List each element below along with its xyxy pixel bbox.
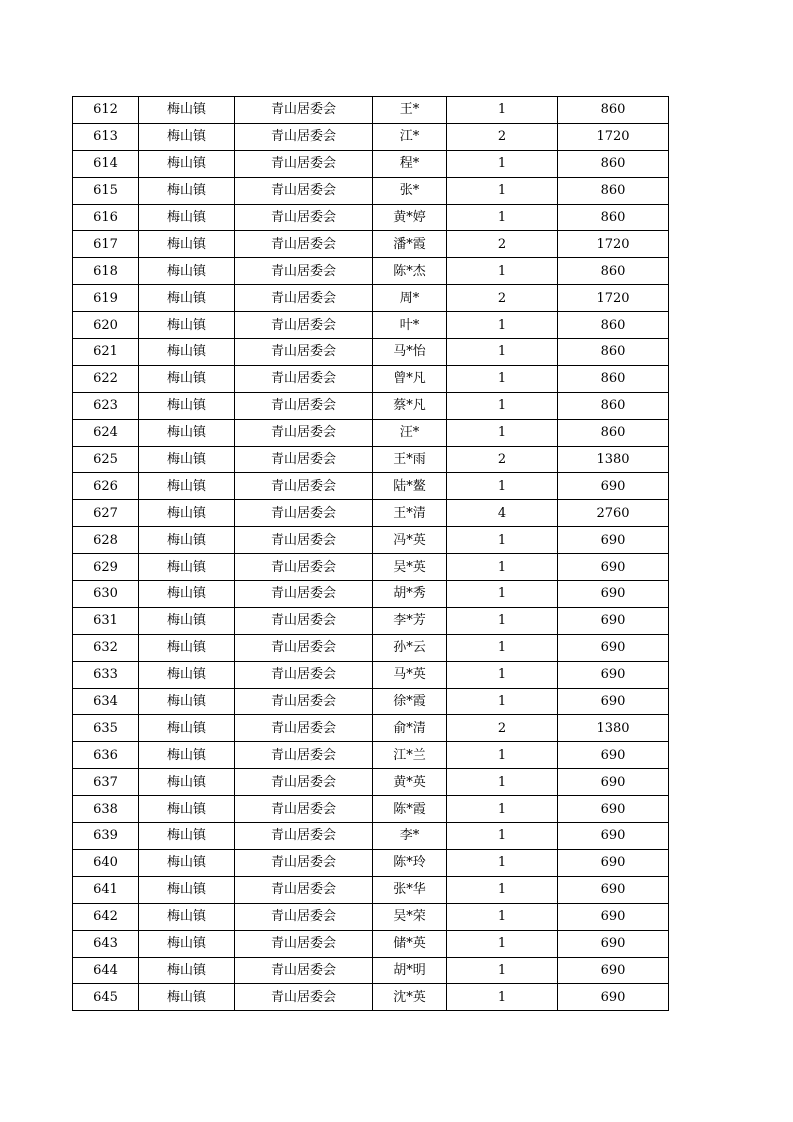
table-row: [73, 823, 669, 850]
table-row: [73, 715, 669, 742]
table-row: [73, 984, 669, 1011]
count-cell: 1: [447, 796, 558, 823]
amount-cell: 690: [558, 823, 669, 850]
serial-number-cell: 613: [73, 123, 139, 150]
table-row: [73, 527, 669, 554]
serial-number-cell: 624: [73, 419, 139, 446]
amount-cell: 690: [558, 849, 669, 876]
count-cell: 1: [447, 177, 558, 204]
amount-cell: 1380: [558, 446, 669, 473]
community-cell: 青山居委会: [235, 500, 373, 527]
table-row: [73, 150, 669, 177]
town-cell: 梅山镇: [139, 903, 235, 930]
count-cell: 1: [447, 957, 558, 984]
town-cell: 梅山镇: [139, 258, 235, 285]
name-cell: 李*芳: [373, 607, 447, 634]
table-row: [73, 849, 669, 876]
table-row: [73, 365, 669, 392]
name-cell: 陈*杰: [373, 258, 447, 285]
community-cell: 青山居委会: [235, 984, 373, 1011]
town-cell: 梅山镇: [139, 581, 235, 608]
town-cell: 梅山镇: [139, 150, 235, 177]
amount-cell: 860: [558, 150, 669, 177]
community-cell: 青山居委会: [235, 742, 373, 769]
serial-number-cell: 643: [73, 930, 139, 957]
name-cell: 陆*鳌: [373, 473, 447, 500]
amount-cell: 860: [558, 392, 669, 419]
amount-cell: 690: [558, 957, 669, 984]
serial-number-cell: 633: [73, 661, 139, 688]
town-cell: 梅山镇: [139, 500, 235, 527]
serial-number-cell: 641: [73, 876, 139, 903]
serial-number-cell: 637: [73, 769, 139, 796]
table-row: [73, 903, 669, 930]
community-cell: 青山居委会: [235, 876, 373, 903]
roster-body: [73, 97, 669, 1011]
name-cell: 江*兰: [373, 742, 447, 769]
town-cell: 梅山镇: [139, 339, 235, 366]
serial-number-cell: 639: [73, 823, 139, 850]
name-cell: 胡*明: [373, 957, 447, 984]
town-cell: 梅山镇: [139, 823, 235, 850]
town-cell: 梅山镇: [139, 984, 235, 1011]
count-cell: 1: [447, 688, 558, 715]
amount-cell: 690: [558, 742, 669, 769]
table-row: [73, 473, 669, 500]
amount-cell: 860: [558, 339, 669, 366]
name-cell: 黄*英: [373, 769, 447, 796]
town-cell: 梅山镇: [139, 688, 235, 715]
name-cell: 陈*霞: [373, 796, 447, 823]
community-cell: 青山居委会: [235, 177, 373, 204]
amount-cell: 860: [558, 419, 669, 446]
count-cell: 1: [447, 97, 558, 124]
count-cell: 1: [447, 876, 558, 903]
community-cell: 青山居委会: [235, 365, 373, 392]
serial-number-cell: 635: [73, 715, 139, 742]
town-cell: 梅山镇: [139, 527, 235, 554]
town-cell: 梅山镇: [139, 715, 235, 742]
serial-number-cell: 645: [73, 984, 139, 1011]
name-cell: 沈*英: [373, 984, 447, 1011]
count-cell: 2: [447, 285, 558, 312]
town-cell: 梅山镇: [139, 796, 235, 823]
name-cell: 汪*: [373, 419, 447, 446]
community-cell: 青山居委会: [235, 661, 373, 688]
serial-number-cell: 644: [73, 957, 139, 984]
community-cell: 青山居委会: [235, 930, 373, 957]
serial-number-cell: 615: [73, 177, 139, 204]
count-cell: 1: [447, 339, 558, 366]
name-cell: 王*: [373, 97, 447, 124]
count-cell: 1: [447, 392, 558, 419]
table-row: [73, 930, 669, 957]
count-cell: 1: [447, 903, 558, 930]
name-cell: 马*英: [373, 661, 447, 688]
amount-cell: 1720: [558, 285, 669, 312]
name-cell: 李*: [373, 823, 447, 850]
name-cell: 周*: [373, 285, 447, 312]
count-cell: 1: [447, 527, 558, 554]
town-cell: 梅山镇: [139, 365, 235, 392]
count-cell: 1: [447, 742, 558, 769]
name-cell: 王*清: [373, 500, 447, 527]
amount-cell: 690: [558, 769, 669, 796]
count-cell: 1: [447, 419, 558, 446]
serial-number-cell: 616: [73, 204, 139, 231]
table-row: [73, 957, 669, 984]
name-cell: 潘*霞: [373, 231, 447, 258]
count-cell: 4: [447, 500, 558, 527]
name-cell: 江*: [373, 123, 447, 150]
amount-cell: 690: [558, 688, 669, 715]
town-cell: 梅山镇: [139, 97, 235, 124]
name-cell: 张*华: [373, 876, 447, 903]
community-cell: 青山居委会: [235, 419, 373, 446]
community-cell: 青山居委会: [235, 258, 373, 285]
community-cell: 青山居委会: [235, 123, 373, 150]
town-cell: 梅山镇: [139, 285, 235, 312]
count-cell: 1: [447, 607, 558, 634]
town-cell: 梅山镇: [139, 849, 235, 876]
amount-cell: 860: [558, 177, 669, 204]
amount-cell: 690: [558, 661, 669, 688]
serial-number-cell: 626: [73, 473, 139, 500]
community-cell: 青山居委会: [235, 97, 373, 124]
name-cell: 孙*云: [373, 634, 447, 661]
serial-number-cell: 625: [73, 446, 139, 473]
amount-cell: 1380: [558, 715, 669, 742]
count-cell: 1: [447, 930, 558, 957]
table-row: [73, 634, 669, 661]
count-cell: 1: [447, 849, 558, 876]
table-row: [73, 231, 669, 258]
amount-cell: 690: [558, 607, 669, 634]
count-cell: 1: [447, 984, 558, 1011]
serial-number-cell: 640: [73, 849, 139, 876]
serial-number-cell: 623: [73, 392, 139, 419]
amount-cell: 860: [558, 204, 669, 231]
roster-table: [72, 96, 669, 1011]
town-cell: 梅山镇: [139, 419, 235, 446]
amount-cell: 860: [558, 312, 669, 339]
table-row: [73, 177, 669, 204]
table-row: [73, 339, 669, 366]
amount-cell: 690: [558, 903, 669, 930]
table-row: [73, 500, 669, 527]
table-row: [73, 769, 669, 796]
name-cell: 吴*英: [373, 554, 447, 581]
serial-number-cell: 620: [73, 312, 139, 339]
count-cell: 1: [447, 258, 558, 285]
town-cell: 梅山镇: [139, 123, 235, 150]
amount-cell: 860: [558, 365, 669, 392]
name-cell: 王*雨: [373, 446, 447, 473]
count-cell: 1: [447, 634, 558, 661]
amount-cell: 690: [558, 473, 669, 500]
table-row: [73, 742, 669, 769]
town-cell: 梅山镇: [139, 446, 235, 473]
town-cell: 梅山镇: [139, 177, 235, 204]
community-cell: 青山居委会: [235, 285, 373, 312]
count-cell: 1: [447, 769, 558, 796]
table-row: [73, 876, 669, 903]
amount-cell: 690: [558, 634, 669, 661]
community-cell: 青山居委会: [235, 957, 373, 984]
community-cell: 青山居委会: [235, 339, 373, 366]
town-cell: 梅山镇: [139, 634, 235, 661]
community-cell: 青山居委会: [235, 446, 373, 473]
count-cell: 2: [447, 446, 558, 473]
community-cell: 青山居委会: [235, 231, 373, 258]
community-cell: 青山居委会: [235, 903, 373, 930]
community-cell: 青山居委会: [235, 581, 373, 608]
town-cell: 梅山镇: [139, 742, 235, 769]
name-cell: 张*: [373, 177, 447, 204]
count-cell: 1: [447, 365, 558, 392]
town-cell: 梅山镇: [139, 204, 235, 231]
community-cell: 青山居委会: [235, 473, 373, 500]
table-row: [73, 419, 669, 446]
table-row: [73, 796, 669, 823]
serial-number-cell: 628: [73, 527, 139, 554]
community-cell: 青山居委会: [235, 554, 373, 581]
name-cell: 蔡*凡: [373, 392, 447, 419]
serial-number-cell: 636: [73, 742, 139, 769]
count-cell: 1: [447, 823, 558, 850]
name-cell: 陈*玲: [373, 849, 447, 876]
community-cell: 青山居委会: [235, 849, 373, 876]
serial-number-cell: 629: [73, 554, 139, 581]
community-cell: 青山居委会: [235, 688, 373, 715]
table-row: [73, 312, 669, 339]
serial-number-cell: 619: [73, 285, 139, 312]
community-cell: 青山居委会: [235, 312, 373, 339]
town-cell: 梅山镇: [139, 312, 235, 339]
name-cell: 马*怡: [373, 339, 447, 366]
count-cell: 1: [447, 150, 558, 177]
town-cell: 梅山镇: [139, 876, 235, 903]
amount-cell: 1720: [558, 123, 669, 150]
count-cell: 1: [447, 554, 558, 581]
name-cell: 吴*荣: [373, 903, 447, 930]
name-cell: 储*英: [373, 930, 447, 957]
community-cell: 青山居委会: [235, 715, 373, 742]
town-cell: 梅山镇: [139, 231, 235, 258]
table-row: [73, 204, 669, 231]
count-cell: 2: [447, 231, 558, 258]
amount-cell: 860: [558, 258, 669, 285]
serial-number-cell: 614: [73, 150, 139, 177]
serial-number-cell: 618: [73, 258, 139, 285]
name-cell: 冯*英: [373, 527, 447, 554]
table-row: [73, 97, 669, 124]
community-cell: 青山居委会: [235, 634, 373, 661]
name-cell: 曾*凡: [373, 365, 447, 392]
community-cell: 青山居委会: [235, 392, 373, 419]
town-cell: 梅山镇: [139, 930, 235, 957]
town-cell: 梅山镇: [139, 769, 235, 796]
count-cell: 1: [447, 661, 558, 688]
name-cell: 俞*清: [373, 715, 447, 742]
serial-number-cell: 612: [73, 97, 139, 124]
town-cell: 梅山镇: [139, 957, 235, 984]
community-cell: 青山居委会: [235, 796, 373, 823]
serial-number-cell: 642: [73, 903, 139, 930]
amount-cell: 690: [558, 984, 669, 1011]
town-cell: 梅山镇: [139, 661, 235, 688]
count-cell: 2: [447, 123, 558, 150]
count-cell: 1: [447, 312, 558, 339]
serial-number-cell: 638: [73, 796, 139, 823]
community-cell: 青山居委会: [235, 769, 373, 796]
amount-cell: 690: [558, 527, 669, 554]
town-cell: 梅山镇: [139, 392, 235, 419]
serial-number-cell: 631: [73, 607, 139, 634]
table-row: [73, 661, 669, 688]
amount-cell: 690: [558, 581, 669, 608]
count-cell: 2: [447, 715, 558, 742]
name-cell: 黄*婷: [373, 204, 447, 231]
town-cell: 梅山镇: [139, 554, 235, 581]
serial-number-cell: 632: [73, 634, 139, 661]
community-cell: 青山居委会: [235, 204, 373, 231]
community-cell: 青山居委会: [235, 527, 373, 554]
name-cell: 胡*秀: [373, 581, 447, 608]
table-row: [73, 123, 669, 150]
table-row: [73, 446, 669, 473]
serial-number-cell: 617: [73, 231, 139, 258]
community-cell: 青山居委会: [235, 823, 373, 850]
table-row: [73, 554, 669, 581]
amount-cell: 2760: [558, 500, 669, 527]
serial-number-cell: 634: [73, 688, 139, 715]
serial-number-cell: 622: [73, 365, 139, 392]
town-cell: 梅山镇: [139, 473, 235, 500]
name-cell: 徐*霞: [373, 688, 447, 715]
table-row: [73, 285, 669, 312]
name-cell: 程*: [373, 150, 447, 177]
serial-number-cell: 630: [73, 581, 139, 608]
town-cell: 梅山镇: [139, 607, 235, 634]
table-row: [73, 688, 669, 715]
amount-cell: 690: [558, 796, 669, 823]
count-cell: 1: [447, 204, 558, 231]
amount-cell: 1720: [558, 231, 669, 258]
amount-cell: 690: [558, 554, 669, 581]
community-cell: 青山居委会: [235, 150, 373, 177]
count-cell: 1: [447, 473, 558, 500]
community-cell: 青山居委会: [235, 607, 373, 634]
table-row: [73, 392, 669, 419]
amount-cell: 690: [558, 876, 669, 903]
serial-number-cell: 621: [73, 339, 139, 366]
serial-number-cell: 627: [73, 500, 139, 527]
table-row: [73, 581, 669, 608]
count-cell: 1: [447, 581, 558, 608]
table-row: [73, 607, 669, 634]
name-cell: 叶*: [373, 312, 447, 339]
amount-cell: 690: [558, 930, 669, 957]
table-row: [73, 258, 669, 285]
amount-cell: 860: [558, 97, 669, 124]
